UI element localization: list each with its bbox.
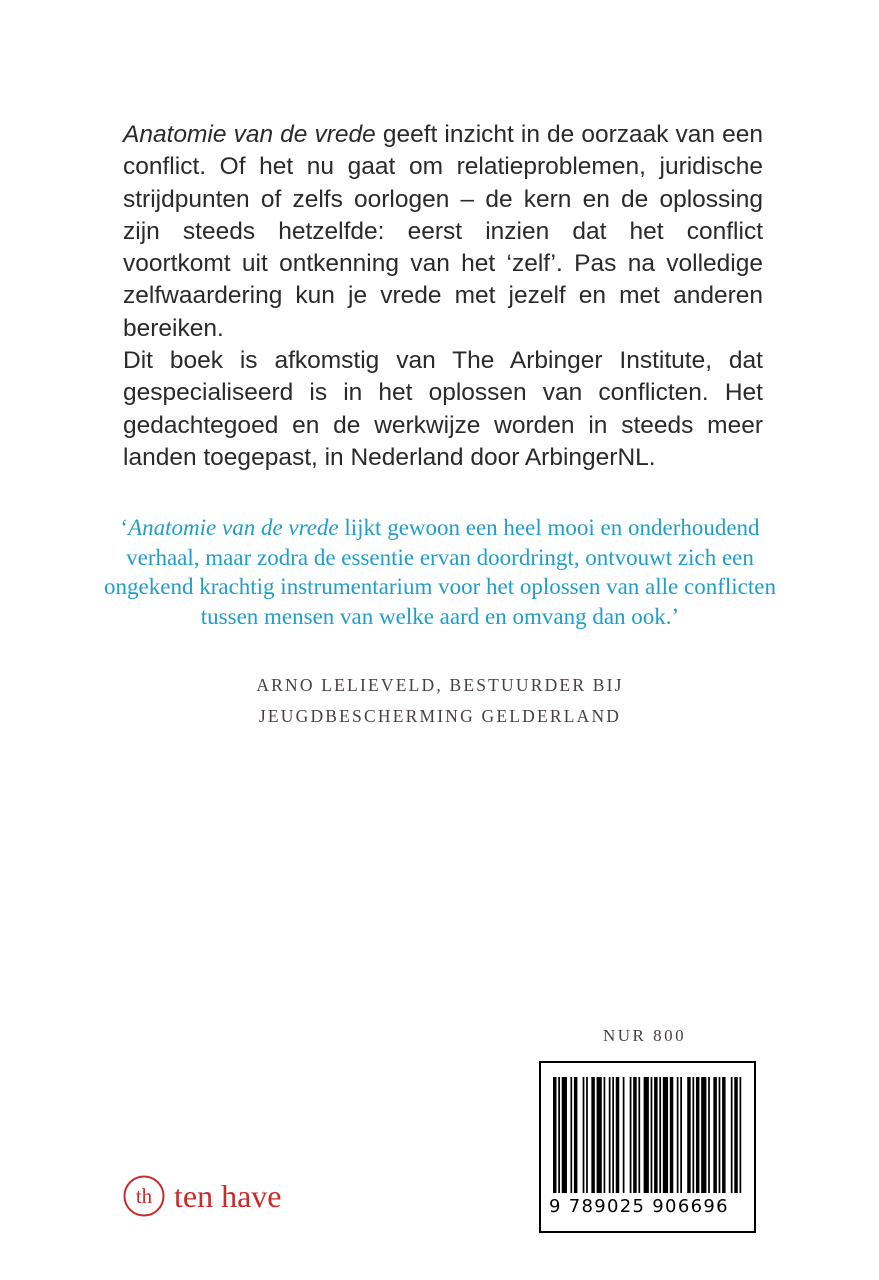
- description-paragraph-1: [123, 119, 763, 345]
- barcode-bar: [586, 1077, 588, 1193]
- barcode-bar: [696, 1077, 699, 1193]
- barcode-bar: [722, 1077, 725, 1193]
- description-paragraph-2: Dit boek is afkomstig van The Arbinger Institute, dat gespecialiseerd is in het oplossen van conflicten. Het gedachtegoed en de werkwijze worden in steeds meer landen toegepast, in Nederland door ArbingerNL.: [123, 347, 763, 471]
- quote-text: lijkt gewoon een heel mooi en onderhoudend verhaal, maar zodra de essentie ervan doordringt, ontvouwt zich een ongekend krachtig instrumentarium voor het oplossen van alle conflicten tussen mensen van welke aard en omvang dan ook.’: [104, 515, 776, 629]
- barcode-bar: [597, 1077, 602, 1193]
- publisher-name: ten have: [174, 1178, 282, 1214]
- quote-open-mark: ‘: [120, 515, 129, 540]
- barcode-digits: 9 789025 906696: [549, 1196, 729, 1217]
- barcode-bar: [638, 1077, 640, 1193]
- barcode-bar: [731, 1077, 733, 1193]
- barcode-bar: [719, 1077, 721, 1193]
- barcode-bar: [612, 1077, 614, 1193]
- barcode-bar: [570, 1077, 572, 1193]
- barcode-bar: [663, 1077, 668, 1193]
- barcode-bar: [644, 1077, 649, 1193]
- description-paragraph-1-text: geeft inzicht in de oorzaak van een conflict. Of het nu gaat om relatieproblemen, juridische strijdpunten of zelfs oorlogen – de kern en de oplossing zijn steeds hetzelfde: eerst inzien dat het conflict voortkomt uit ontkenning van het ‘zelf’. Pas na volledige zelfwaardering kun je vrede met jezelf en met anderen bereiken.: [123, 121, 763, 342]
- barcode-bar: [734, 1077, 737, 1193]
- barcode-bar: [633, 1077, 636, 1193]
- logo-mark-text: th: [135, 1184, 153, 1208]
- barcode-bar: [574, 1077, 577, 1193]
- quote-book-title: Anatomie van de vrede: [128, 515, 339, 540]
- barcode-bar: [659, 1077, 661, 1193]
- barcode-bar: [708, 1077, 710, 1193]
- barcode-bar: [609, 1077, 611, 1193]
- barcode-bar: [677, 1077, 679, 1193]
- barcode-bars: [553, 1077, 743, 1193]
- barcode-bar: [583, 1077, 585, 1193]
- barcode-bar: [692, 1077, 694, 1193]
- publisher-logo-mark: [122, 1174, 166, 1218]
- nur-code: NUR 800: [603, 1026, 687, 1045]
- barcode-bar: [670, 1077, 673, 1193]
- publisher-logo: [122, 1174, 282, 1218]
- barcode-bar: [623, 1077, 625, 1193]
- barcode-bar: [591, 1077, 594, 1193]
- barcode-bar: [604, 1077, 606, 1193]
- quote-attribution: [100, 670, 780, 732]
- barcode-bar: [616, 1077, 619, 1193]
- barcode-bar: [651, 1077, 653, 1193]
- barcode: [539, 1061, 756, 1233]
- attribution-line-2: JEUGDBESCHERMING GELDERLAND: [258, 706, 622, 726]
- barcode-bar: [562, 1077, 567, 1193]
- barcode-bar: [701, 1077, 706, 1193]
- book-description: [123, 119, 763, 474]
- barcode-bar: [553, 1077, 556, 1193]
- barcode-bar: [558, 1077, 560, 1193]
- barcode-bar: [687, 1077, 690, 1193]
- barcode-bar: [680, 1077, 682, 1193]
- barcode-bar: [630, 1077, 632, 1193]
- barcode-bar: [654, 1077, 657, 1193]
- review-quote: [100, 513, 780, 631]
- book-title-inline: Anatomie van de vrede: [123, 121, 376, 148]
- barcode-bar: [740, 1077, 742, 1193]
- barcode-bar: [713, 1077, 716, 1193]
- attribution-line-1: ARNO LELIEVELD, BESTUURDER BIJ: [256, 675, 624, 695]
